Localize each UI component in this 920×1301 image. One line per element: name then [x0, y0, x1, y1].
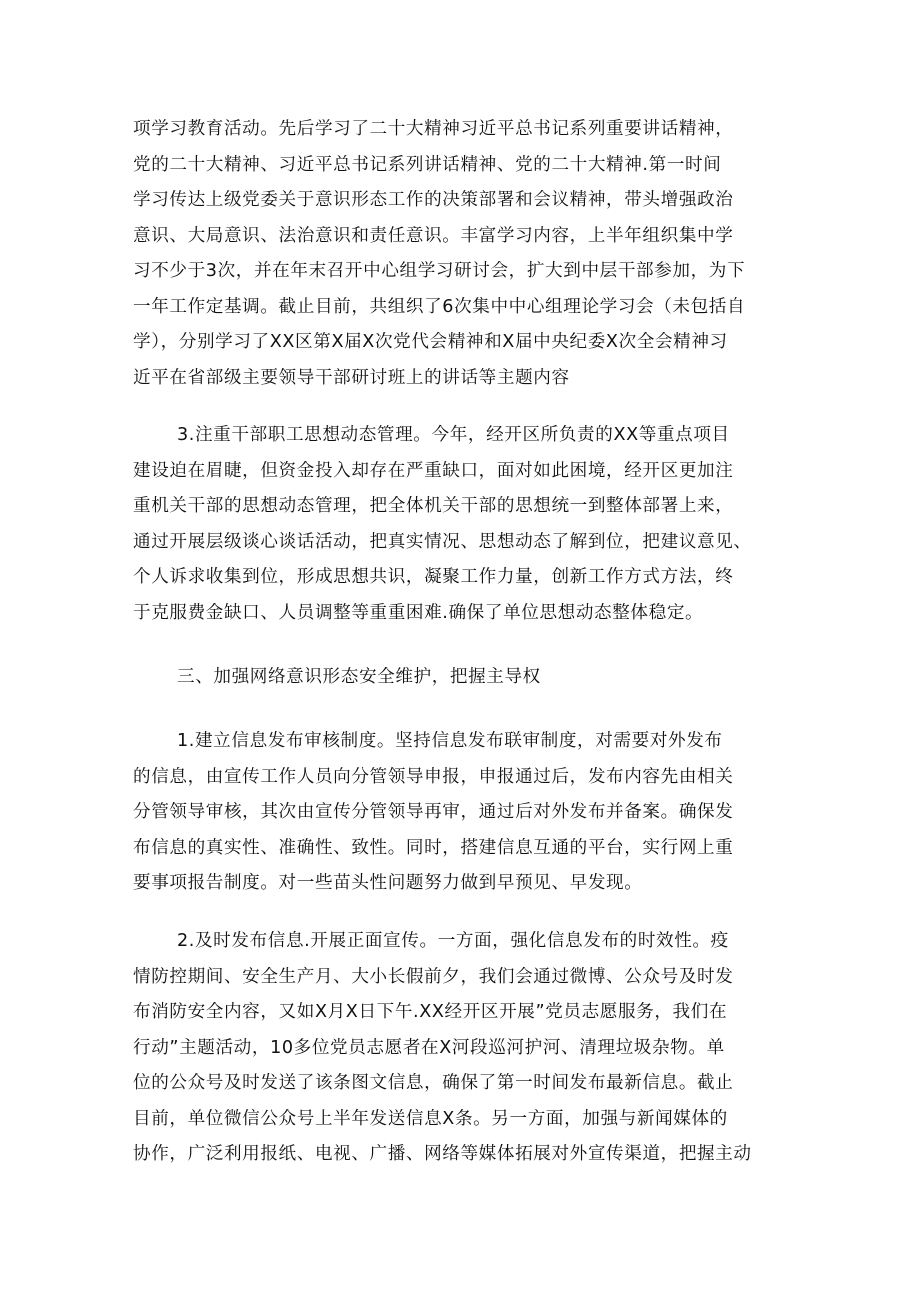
text-line: 1.建立信息发布审核制度。坚持信息发布联审制度，对需要对外发布 [177, 731, 723, 751]
text-line: 位的公众号及时发送了该条图文信息，确保了第一时间发布最新信息。截止 [133, 1073, 734, 1093]
text-line: 目前，单位微信公众号上半年发送信息X条。另一方面，加强与新闻媒体的 [133, 1108, 728, 1129]
paragraph-cadre-thought-management [133, 418, 793, 631]
text-line: 布消防安全内容，又如X月X日下午.XX经开区开展”党员志愿服务，我们在 [133, 1002, 728, 1022]
paragraph-timely-publishing [133, 924, 793, 1173]
text-line: 布信息的真实性、准确性、致性。同时，搭建信息互通的平台，实行网上重 [133, 837, 734, 858]
text-line: 情防控期间、安全生产月、大小长假前夕，我们会通过微博、公众号及时发 [133, 966, 734, 987]
text-line: 学习传达上级党委关于意识形态工作的决策部署和会议精神，带头增强政治 [133, 190, 734, 210]
text-line: 党的二十大精神、习近平总书记系列讲话精神、党的二十大精神.第一时间 [133, 154, 722, 175]
text-line: 学），分别学习了XX区第X届X次党代会精神和X届中央纪委X次全会精神习 [133, 332, 728, 352]
text-line: 通过开展层级谈心谈话活动，把真实情况、思想动态了解到位，把建议意见、 [133, 531, 752, 552]
text-line: 要事项报告制度。对一些苗头性问题努力做到早预见、早发现。 [133, 873, 643, 893]
text-line: 行动”主题活动，10多位党员志愿者在X河段巡河护河、清理垃圾杂物。单 [133, 1037, 725, 1058]
paragraph-study-activities [133, 112, 793, 396]
text-line: 3.注重干部职工思想动态管理。今年，经开区所负责的XX等重点项目 [177, 425, 730, 445]
text-line: 近平在省部级主要领导干部研讨班上的讲话等主题内容 [133, 367, 570, 388]
paragraph-info-review-system [133, 724, 793, 902]
text-line: 的信息，由宣传工作人员向分管领导申报，申报通过后，发布内容先由相关 [133, 766, 734, 787]
text-line: 重机关干部的思想动态管理，把全体机关干部的思想统一到整体部署上来， [133, 496, 734, 516]
text-line: 意识、大局意识、法治意识和责任意识。丰富学习内容，上半年组织集中学 [133, 225, 734, 246]
text-line: 2.及时发布信息.开展正面宣传。一方面，强化信息发布的时效性。疫 [177, 931, 729, 951]
text-line: 建设迫在眉睫，但资金投入却存在严重缺口，面对如此困境，经开区更加注 [133, 460, 734, 481]
text-line: 个人诉求收集到位，形成思想共识，凝聚工作力量，创新工作方式方法，终 [133, 567, 734, 587]
text-line: 分管领导审核，其次由宣传分管领导再审，通过后对外发布并备案。确保发 [133, 802, 734, 822]
text-line: 于克服费金缺口、人员调整等重重困难.确保了单位思想动态整体稳定。 [133, 602, 704, 623]
text-line: 习不少于3次，并在年末召开中心组学习研讨会，扩大到中层干部参加，为下 [133, 261, 746, 281]
text-line: 一年工作定基调。截止目前，共组织了6次集中中心组理论学习会（未包括自 [133, 296, 746, 317]
text-line: 协作，广泛利用报纸、电视、广播、网络等媒体拓展对外宣传渠道，把握主动 [133, 1144, 752, 1164]
text-line: 项学习教育活动。先后学习了二十大精神习近平总书记系列重要讲话精神， [133, 119, 734, 139]
section-heading: 三、加强网络意识形态安全维护，把握主导权 [177, 667, 541, 687]
